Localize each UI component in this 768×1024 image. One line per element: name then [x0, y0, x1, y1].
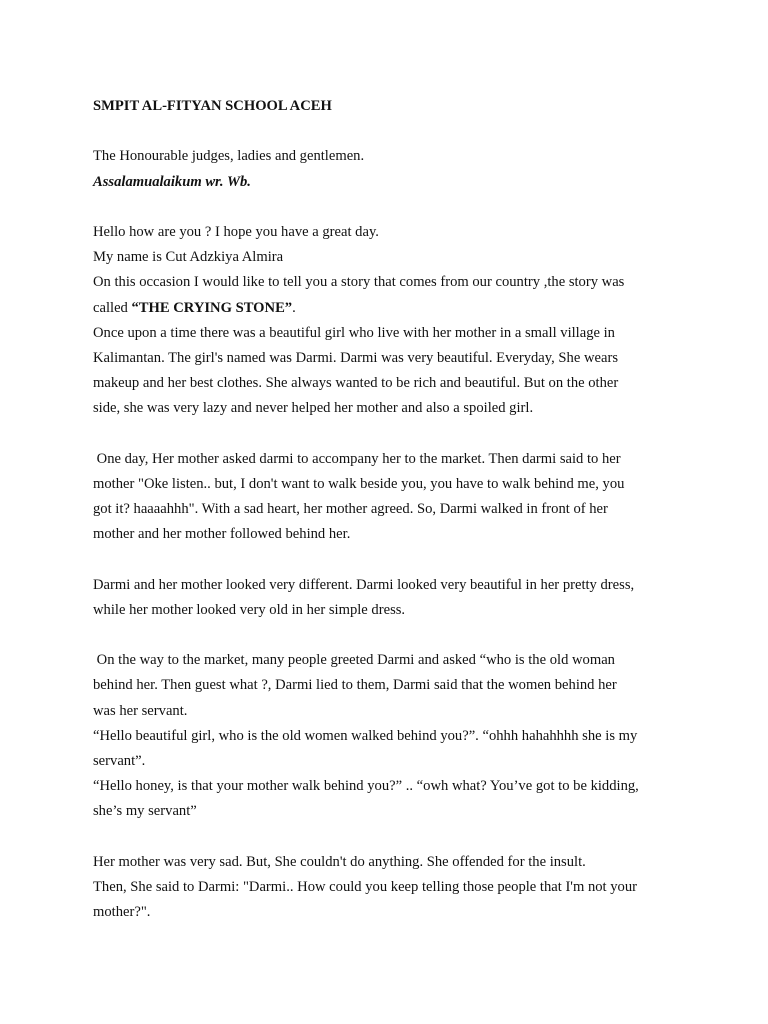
- intro-line-3: On this occasion I would like to tell you a story that comes from our country ,the story was: [93, 274, 625, 291]
- intro-line-4: [93, 296, 693, 321]
- p4-line: behind her. Then guest what ?, Darmi lied to them, Darmi said that the women behind her: [93, 677, 617, 694]
- p2-line: mother "Oke listen.. but, I don't want to walk beside you, you have to walk behind me, you: [93, 475, 625, 492]
- blank-line: [93, 195, 693, 220]
- p1-line: makeup and her best clothes. She always wanted to be rich and beautiful. But on the other: [93, 375, 619, 392]
- p2-line: mother and her mother followed behind her.: [93, 526, 351, 543]
- p4-line: was her servant.: [93, 702, 188, 719]
- intro-line-4-prefix: called: [93, 299, 132, 316]
- p5-line: Her mother was very sad. But, She couldn't do anything. She offended for the insult.: [93, 853, 586, 870]
- blank-line: [93, 119, 693, 144]
- p3-line: Darmi and her mother looked very different. Darmi looked very beautiful in her pretty dress,: [93, 576, 635, 593]
- intro-line-2: My name is Cut Adzkiya Almira: [93, 249, 284, 266]
- p4-line: On the way to the market, many people greeted Darmi and asked “who is the old woman: [93, 652, 615, 669]
- p2-line: got it? haaaahhh". With a sad heart, her mother agreed. So, Darmi walked in front of her: [93, 501, 608, 517]
- blank-line: [93, 623, 693, 648]
- p5-line: Then, She said to Darmi: "Darmi.. How could you keep telling those people that I'm not your: [93, 878, 637, 895]
- p3-line: while her mother looked very old in her simple dress.: [93, 601, 406, 618]
- greeting-line: The Honourable judges, ladies and gentlemen.: [93, 148, 365, 165]
- p4-line: servant”.: [93, 752, 146, 769]
- p1-line: Kalimantan. The girl's named was Darmi. Darmi was very beautiful. Everyday, She wears: [93, 349, 619, 366]
- blank-line: [93, 824, 693, 849]
- salam-line: Assalamualaikum wr. Wb.: [93, 173, 251, 190]
- document-page: [93, 94, 693, 925]
- school-heading: SMPIT AL-FITYAN SCHOOL ACEH: [93, 98, 332, 114]
- blank-line: [93, 547, 693, 572]
- p4-line: she’s my servant”: [93, 803, 197, 820]
- p1-line: side, she was very lazy and never helped her mother and also a spoiled girl.: [93, 400, 534, 417]
- p2-line: One day, Her mother asked darmi to accompany her to the market. Then darmi said to her: [93, 450, 621, 467]
- blank-line: [93, 421, 693, 446]
- intro-line-1: Hello how are you ? I hope you have a great day.: [93, 223, 379, 240]
- story-title: “THE CRYING STONE”: [131, 299, 293, 316]
- p4-line: “Hello honey, is that your mother walk behind you?” .. “owh what? You’ve got to be kidding,: [93, 778, 639, 795]
- p4-line: “Hello beautiful girl, who is the old women walked behind you?”. “ohhh hahahhhh she is my: [93, 727, 638, 744]
- p5-line: mother?".: [93, 904, 151, 920]
- p1-line: Once upon a time there was a beautiful girl who live with her mother in a small village in: [93, 324, 615, 341]
- intro-line-4-suffix: .: [292, 299, 296, 316]
